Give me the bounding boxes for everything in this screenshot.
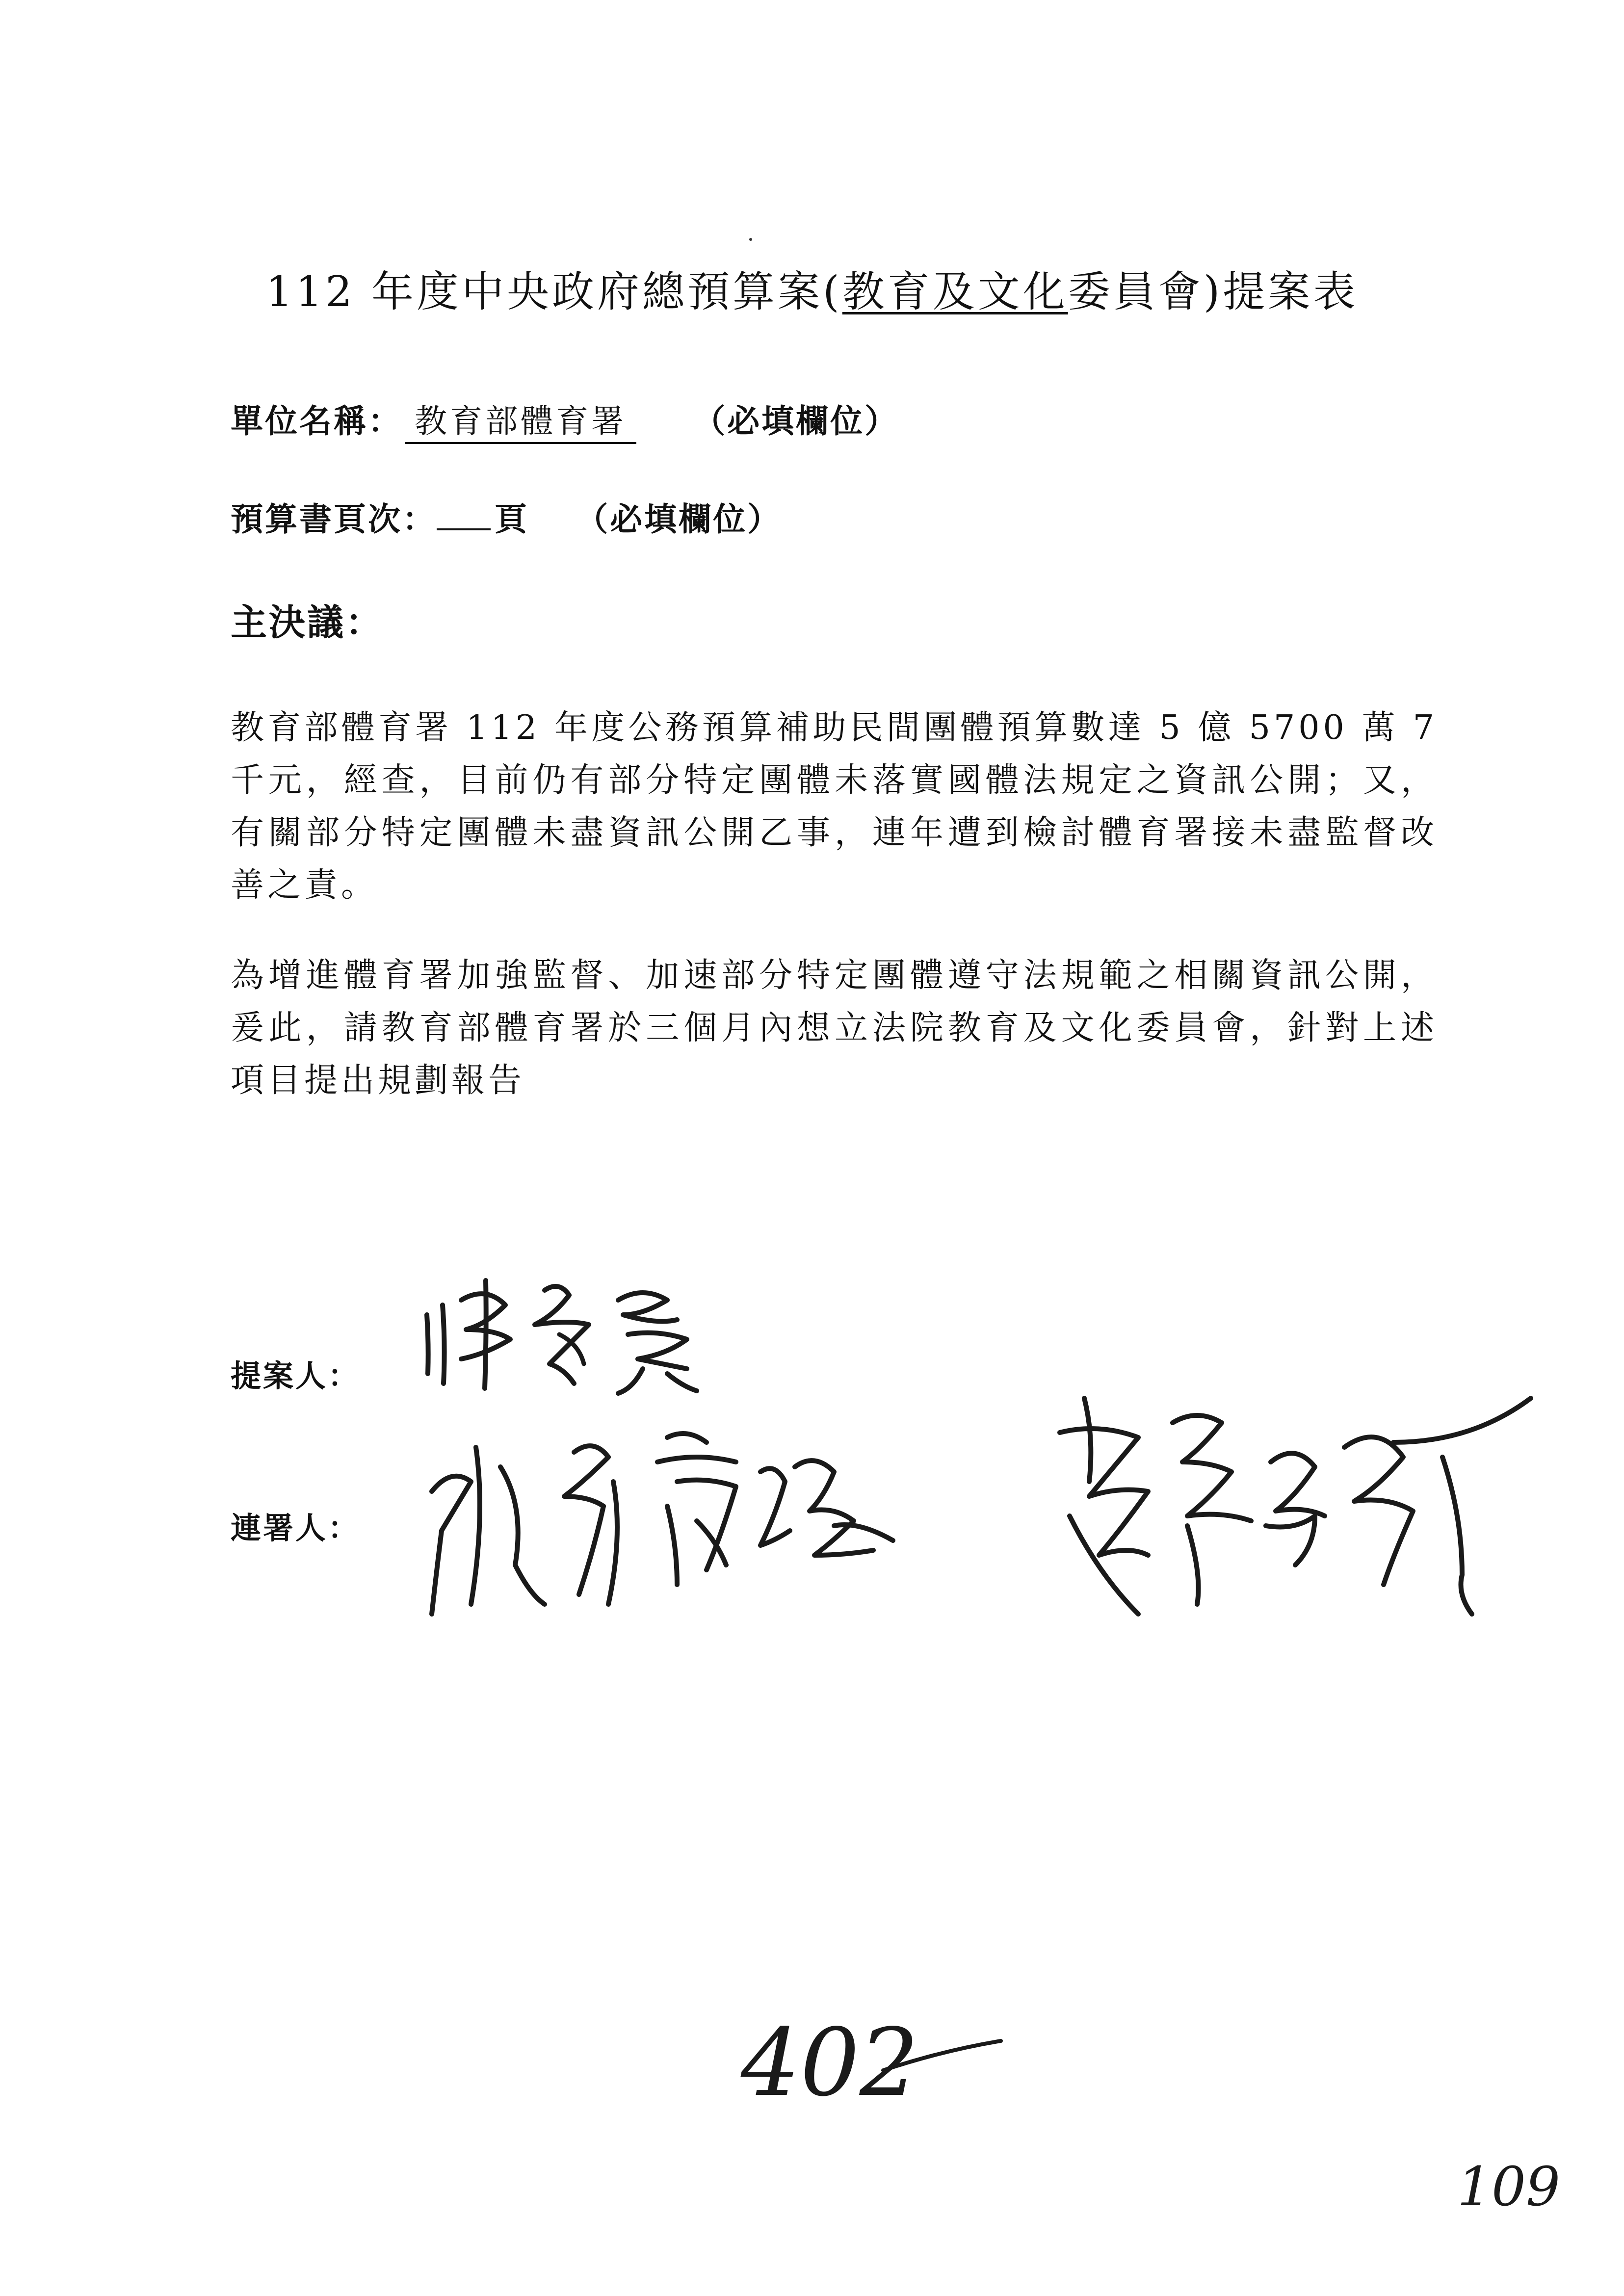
handwritten-402-text: 402 — [741, 2009, 919, 2117]
budget-page-blank — [437, 500, 491, 530]
proposer-label: 提案人： — [231, 1358, 361, 1394]
title-prefix: 112 年度中央政府總預算案( — [265, 267, 842, 316]
resolution-paragraph-1: 教育部體育署 112 年度公務預算補助民間團體預算數達 5 億 5700 萬 7 千元，經查，目前仍有部分特定團體未落實國體法規定之資訊公開；又，有關部分特定團體未盡資訊公開乙事，連年遭到檢討體育署接未盡監督改善之責。 — [231, 708, 1438, 905]
budget-page-label: 預算書頁次： — [231, 500, 437, 538]
cosigner-signature-1 — [402, 1408, 991, 1644]
scan-dot — [749, 238, 752, 241]
proposer-signature — [412, 1271, 716, 1398]
title-committee: 教育及文化 — [842, 267, 1068, 316]
handwritten-page-number — [1452, 2149, 1560, 2222]
cosigner-signature-2 — [1040, 1369, 1541, 1653]
cosigner-label: 連署人： — [231, 1510, 361, 1546]
handwritten-number-402 — [736, 2002, 1011, 2129]
budget-page-unit: 頁 — [495, 500, 529, 538]
unit-label: 單位名稱： — [231, 402, 402, 440]
title-suffix: 委員會)提案表 — [1068, 267, 1359, 316]
page-title — [0, 258, 1624, 318]
unit-value: 教育部體育署 — [405, 402, 636, 444]
budget-page-field — [231, 493, 782, 540]
unit-field — [231, 395, 899, 442]
resolution-paragraph-2: 為增進體育署加強監督、加速部分特定團體遵守法規範之相關資訊公開，爰此，請教育部體育署於三個月內想立法院教育及文化委員會，針對上述項目提出規劃報告 — [231, 956, 1438, 1100]
unit-required-note: （必填欄位） — [693, 402, 899, 440]
handwritten-109-text: 109 — [1457, 2155, 1560, 2218]
main-resolution-label: 主決議： — [231, 601, 384, 644]
budget-page-required-note: （必填欄位） — [576, 500, 782, 538]
